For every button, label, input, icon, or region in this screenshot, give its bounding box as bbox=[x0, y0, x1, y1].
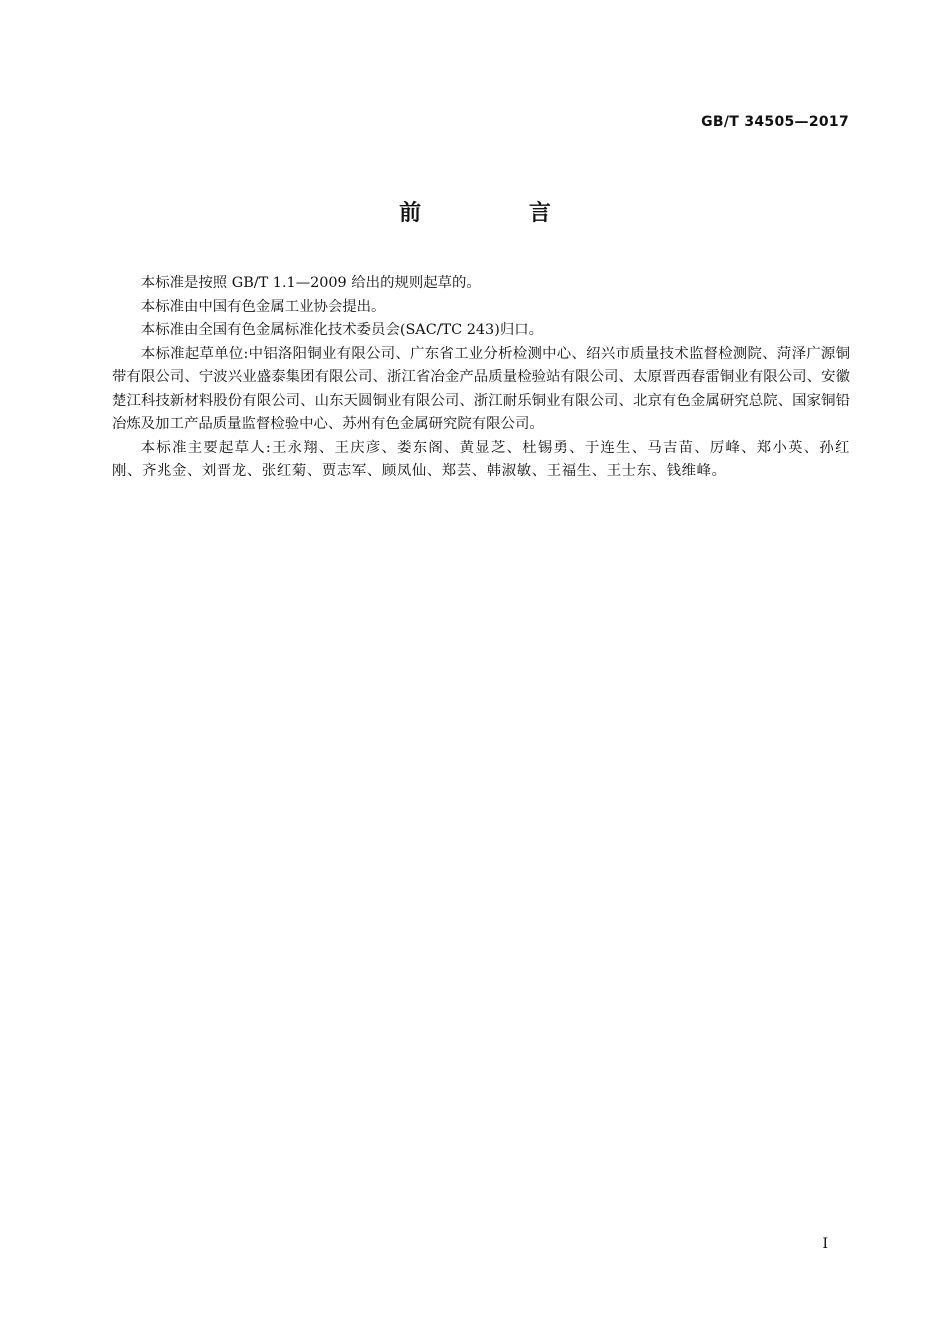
page-title: 前 言 bbox=[399, 201, 601, 226]
paragraph-drafting-units: 本标准起草单位:中铝洛阳铜业有限公司、广东省工业分析检测中心、绍兴市质量技术监督检测院、菏泽广源铜带有限公司、宁波兴业盛泰集团有限公司、浙江省冶金产品质量检验站有限公司、太原晋西春雷铜业有限公司、安徽楚江科技新材料股份有限公司、山东天圆铜业有限公司、浙江耐乐铜业有限公司、北京有色金属研究总院、国家铜铅冶炼及加工产品质量监督检验中心、苏州有色金属研究院有限公司。 bbox=[112, 345, 850, 432]
paragraph-proposer: 本标准由中国有色金属工业协会提出。 bbox=[140, 298, 386, 315]
paragraph-centralized-unit: 本标准由全国有色金属标准化技术委员会(SAC/TC 243)归口。 bbox=[140, 322, 543, 338]
foreword-body bbox=[112, 272, 850, 484]
paragraph-drafting-rules: 本标准是按照 GB/T 1.1—2009 给出的规则起草的。 bbox=[140, 275, 481, 291]
paragraph-main-drafters: 本标准主要起草人:王永翔、王庆彦、娄东阁、黄显芝、杜锡勇、于连生、马吉苗、厉峰、郑小英、孙红刚、齐兆金、刘晋龙、张红菊、贾志军、顾凤仙、郑芸、韩淑敏、王福生、王士东、钱维峰。 bbox=[112, 439, 850, 479]
page-number: I bbox=[822, 1236, 828, 1252]
standard-code: GB/T 34505—2017 bbox=[701, 114, 849, 130]
